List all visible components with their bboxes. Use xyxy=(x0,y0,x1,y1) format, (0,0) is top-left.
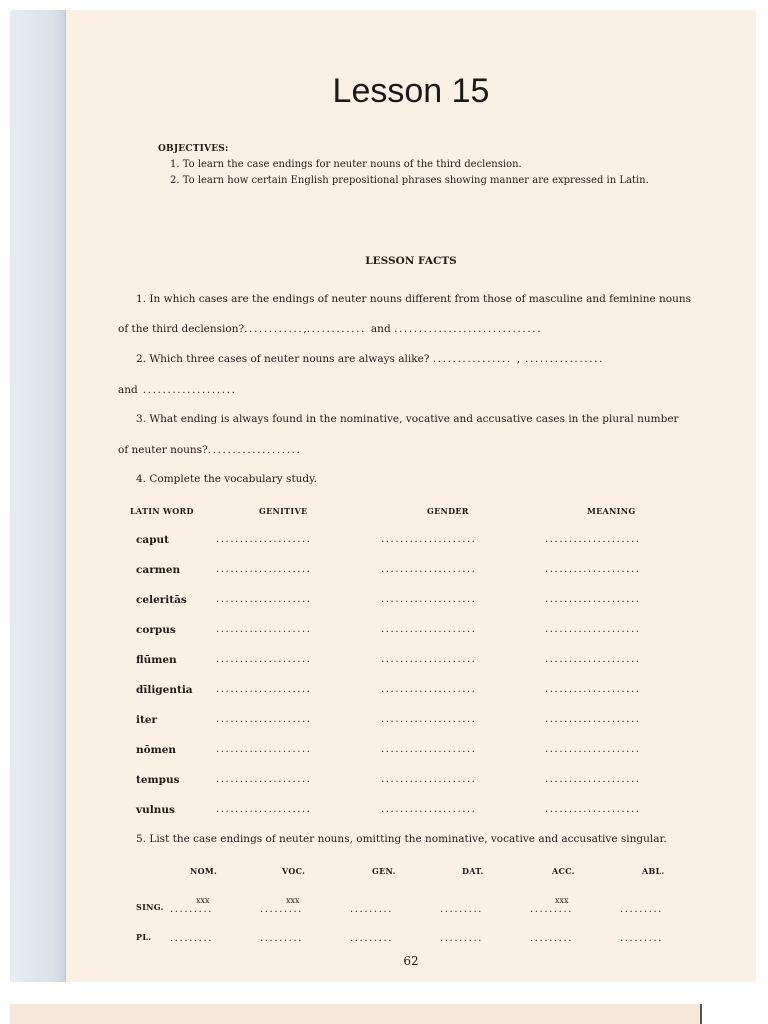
answer-blank[interactable]: .................... xyxy=(545,564,641,575)
answer-blank[interactable]: .................... xyxy=(381,744,477,755)
answer-blank[interactable]: .................... xyxy=(216,714,312,725)
objective-item: 2. To learn how certain English prepositional phrases showing manner are expressed in Latin. xyxy=(170,175,649,186)
lesson-facts-heading: LESSON FACTS xyxy=(365,255,457,267)
answer-blank[interactable]: .................... xyxy=(216,684,312,695)
question-1-text: of the third declension? xyxy=(118,323,245,335)
answer-blank[interactable]: ......... xyxy=(530,904,574,915)
vocab-word: nōmen xyxy=(136,744,177,756)
header-gender: GENDER xyxy=(427,506,469,516)
answer-blank[interactable]: ............ xyxy=(306,323,371,335)
workbook-page xyxy=(66,10,756,982)
answer-blank[interactable]: .................... xyxy=(216,594,312,605)
answer-blank[interactable]: .................... xyxy=(216,564,312,575)
answer-blank[interactable]: ................ xyxy=(432,353,517,365)
excluded-mark: xxx xyxy=(555,896,569,905)
answer-blank[interactable]: ......... xyxy=(170,933,214,944)
answer-blank[interactable]: .................... xyxy=(545,744,641,755)
answer-blank[interactable]: .................... xyxy=(216,534,312,545)
answer-blank[interactable]: ......... xyxy=(620,933,664,944)
answer-blank[interactable]: .................... xyxy=(545,654,641,665)
excluded-mark: xxx xyxy=(286,896,300,905)
answer-blank[interactable]: .................... xyxy=(545,804,641,815)
answer-blank[interactable]: .................... xyxy=(545,684,641,695)
previous-page-edge xyxy=(10,10,66,982)
next-page-edge xyxy=(10,1004,702,1024)
page-number: 62 xyxy=(403,954,419,968)
objectives xyxy=(158,141,649,189)
answer-blank[interactable]: .................... xyxy=(545,714,641,725)
answer-blank[interactable]: .................... xyxy=(381,534,477,545)
objective-item: 1. To learn the case endings for neuter nouns of the third declension. xyxy=(170,159,522,170)
row-label-plural: PL. xyxy=(136,932,152,942)
lesson-title: Lesson 15 xyxy=(332,72,490,110)
answer-blank[interactable]: .................... xyxy=(216,804,312,815)
answer-blank[interactable]: ......... xyxy=(620,904,664,915)
answer-blank[interactable]: .................... xyxy=(381,684,477,695)
vocab-word: vulnus xyxy=(136,804,175,816)
answer-blank[interactable]: ......... xyxy=(350,904,394,915)
header-nom: NOM. xyxy=(190,866,218,876)
answer-blank[interactable]: ......... xyxy=(170,904,214,915)
answer-blank[interactable]: ................... xyxy=(207,444,302,456)
answer-blank[interactable]: ......... xyxy=(260,904,304,915)
header-dat: DAT. xyxy=(462,866,484,876)
header-gen: GEN. xyxy=(372,866,396,876)
answer-blank[interactable]: ............ xyxy=(244,323,304,335)
answer-blank[interactable]: ......... xyxy=(440,904,484,915)
answer-blank[interactable]: .................... xyxy=(381,654,477,665)
objectives-heading: OBJECTIVES: xyxy=(158,144,229,154)
question-2-line-2 xyxy=(118,384,237,396)
vocab-word: iter xyxy=(136,714,158,726)
answer-blank[interactable]: .................... xyxy=(545,624,641,635)
answer-blank[interactable]: .................... xyxy=(216,624,312,635)
answer-blank[interactable]: ................ xyxy=(520,353,605,365)
answer-blank[interactable]: .................... xyxy=(216,774,312,785)
answer-blank[interactable]: ......... xyxy=(530,933,574,944)
question-2-line-1 xyxy=(136,353,604,365)
answer-blank[interactable]: .................... xyxy=(381,594,477,605)
answer-blank[interactable]: .................... xyxy=(545,534,641,545)
question-4: 4. Complete the vocabulary study. xyxy=(136,473,318,485)
answer-blank[interactable]: .................... xyxy=(381,774,477,785)
answer-blank[interactable]: .................... xyxy=(545,774,641,785)
question-3-line-1: 3. What ending is always found in the nominative, vocative and accusative cases in the plural number xyxy=(136,413,679,425)
question-1-line-1: 1. In which cases are the endings of neuter nouns different from those of masculine and feminine nouns xyxy=(136,293,692,305)
answer-blank[interactable]: ......... xyxy=(350,933,394,944)
header-voc: VOC. xyxy=(282,866,306,876)
excluded-mark: xxx xyxy=(196,896,210,905)
vocab-word: celeritās xyxy=(136,594,187,606)
question-1-line-2 xyxy=(118,323,542,335)
vocab-word: corpus xyxy=(136,624,176,636)
answer-blank[interactable]: ......... xyxy=(440,933,484,944)
header-meaning: MEANING xyxy=(587,506,636,516)
question-3-text: of neuter nouns? xyxy=(118,444,208,456)
answer-blank[interactable]: .................... xyxy=(545,594,641,605)
header-abl: ABL. xyxy=(642,866,665,876)
question-5: 5. List the case endings of neuter nouns, omitting the nominative, vocative and accusative singular. xyxy=(136,833,667,845)
answer-blank[interactable]: .............................. xyxy=(394,323,543,335)
answer-blank[interactable]: ......... xyxy=(260,933,304,944)
answer-blank[interactable]: .................... xyxy=(381,804,477,815)
header-latin-word: LATIN WORD xyxy=(130,506,194,516)
question-2-text: 2. Which three cases of neuter nouns are always alike? xyxy=(136,353,430,365)
answer-blank[interactable]: .................... xyxy=(381,624,477,635)
header-acc: ACC. xyxy=(552,866,575,876)
vocab-word: dīligentia xyxy=(136,684,193,696)
vocab-word: tempus xyxy=(136,774,180,786)
and-word: and xyxy=(370,323,391,335)
comma: , xyxy=(303,323,307,335)
and-word: and xyxy=(118,384,138,396)
vocab-word: carmen xyxy=(136,564,181,576)
answer-blank[interactable]: .................... xyxy=(216,654,312,665)
answer-blank[interactable]: .................... xyxy=(381,564,477,575)
comma: , xyxy=(516,353,521,365)
answer-blank[interactable]: ................... xyxy=(137,384,237,396)
vocab-word: flūmen xyxy=(136,654,177,666)
header-genitive: GENITIVE xyxy=(259,506,308,516)
question-3-line-2 xyxy=(118,444,302,456)
vocab-word: caput xyxy=(136,534,170,546)
answer-blank[interactable]: .................... xyxy=(216,744,312,755)
row-label-singular: SING. xyxy=(136,902,164,912)
answer-blank[interactable]: .................... xyxy=(381,714,477,725)
